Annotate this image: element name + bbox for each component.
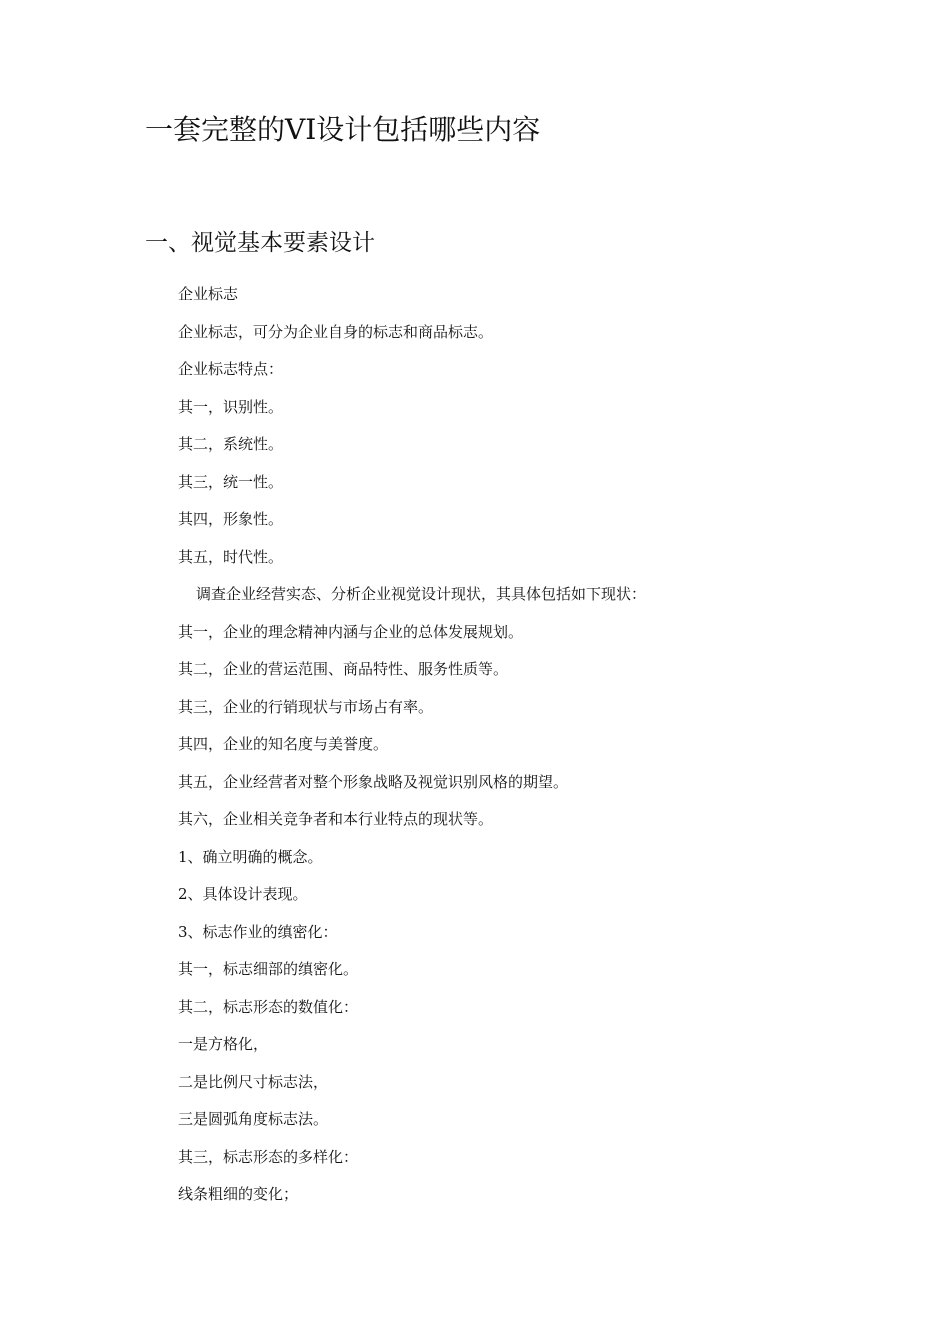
paragraph-line: 企业标志特点： bbox=[178, 360, 284, 378]
paragraph-line: 其一，标志细部的缜密化。 bbox=[178, 960, 359, 978]
paragraph-line: 其四，企业的知名度与美誉度。 bbox=[178, 735, 389, 753]
paragraph-line: 其二，企业的营运范围、商品特性、服务性质等。 bbox=[178, 660, 509, 678]
paragraph-line: 其五，企业经营者对整个形象战略及视觉识别风格的期望。 bbox=[178, 772, 569, 791]
paragraph-line: 其五，时代性。 bbox=[178, 547, 284, 566]
paragraph-line: 其一，企业的理念精神内涵与企业的总体发展规划。 bbox=[178, 622, 524, 641]
paragraph-line: 调查企业经营实态、分析企业视觉设计现状，其具体包括如下现状： bbox=[196, 585, 647, 603]
section-heading: 一、视觉基本要素设计 bbox=[145, 230, 375, 256]
paragraph-line: 其一，识别性。 bbox=[178, 397, 284, 416]
paragraph-line: 其三，企业的行销现状与市场占有率。 bbox=[178, 697, 434, 716]
paragraph-line: 线条粗细的变化； bbox=[178, 1185, 299, 1203]
paragraph-line: 一是方格化， bbox=[178, 1035, 269, 1053]
paragraph-line: 企业标志，可分为企业自身的标志和商品标志。 bbox=[178, 322, 494, 341]
paragraph-line: 其二，标志形态的数值化： bbox=[178, 997, 359, 1016]
body-text bbox=[178, 280, 878, 1218]
paragraph-line: 其三，统一性。 bbox=[178, 472, 284, 491]
paragraph-line: 其四，形象性。 bbox=[178, 510, 284, 528]
document-title: 一套完整的VI设计包括哪些内容 bbox=[145, 113, 541, 146]
paragraph-line: 其三，标志形态的多样化： bbox=[178, 1147, 359, 1166]
paragraph-line: 2、具体设计表现。 bbox=[178, 885, 308, 903]
paragraph-line: 二是比例尺寸标志法， bbox=[178, 1072, 329, 1091]
paragraph-line: 企业标志 bbox=[178, 285, 239, 303]
paragraph-line: 1、确立明确的概念。 bbox=[178, 847, 323, 866]
paragraph-line: 其二，系统性。 bbox=[178, 435, 284, 453]
paragraph-line: 其六，企业相关竞争者和本行业特点的现状等。 bbox=[178, 810, 494, 828]
paragraph-line: 3、标志作业的缜密化： bbox=[178, 922, 338, 941]
paragraph-line: 三是圆弧角度标志法。 bbox=[178, 1110, 329, 1128]
